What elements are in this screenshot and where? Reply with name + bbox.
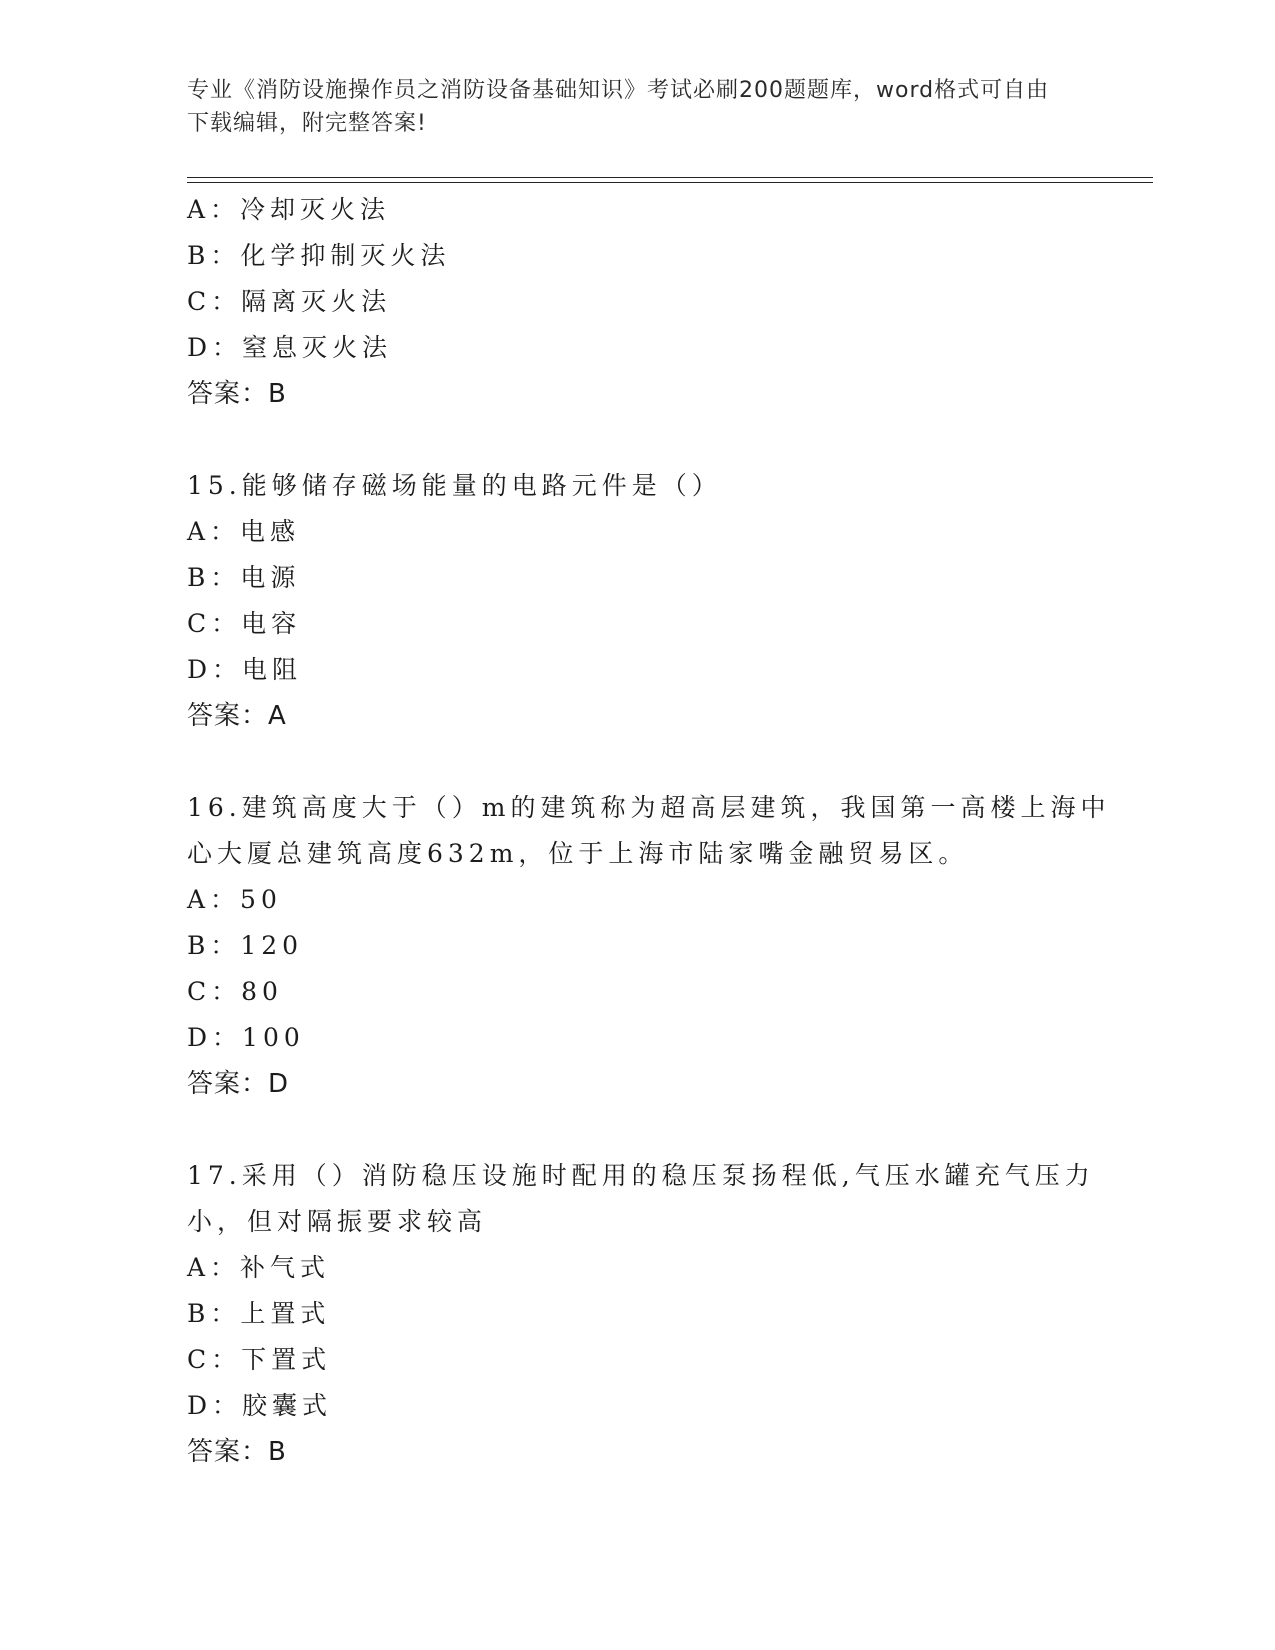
document-header: 专业《消防设施操作员之消防设备基础知识》考试必刷200题题库，word格式可自由下载编辑，附完整答案! bbox=[187, 78, 1050, 136]
q14-option-b: B：化学抑制灭火法 bbox=[187, 241, 451, 270]
q16-option-a: A：50 bbox=[187, 885, 282, 914]
q16-answer: 答案：D bbox=[187, 1069, 290, 1099]
q16-stem-line-1: 16.建筑高度大于（）m的建筑称为超高层建筑，我国第一高楼上海中 bbox=[187, 793, 1111, 822]
header-divider-bottom bbox=[187, 182, 1153, 183]
q15-option-d: D：电阻 bbox=[187, 655, 303, 684]
q14-option-d: D：窒息灭火法 bbox=[187, 333, 393, 362]
q15-option-a: A：电感 bbox=[187, 517, 301, 546]
q14-answer: 答案：B bbox=[187, 379, 287, 409]
q15-option-b: B：电源 bbox=[187, 563, 301, 592]
q15-answer: 答案：A bbox=[187, 701, 287, 731]
q16-stem-line-2: 心大厦总建筑高度632m，位于上海市陆家嘴金融贸易区。 bbox=[187, 839, 969, 868]
q17-option-c: C：下置式 bbox=[187, 1345, 332, 1374]
q15-option-c: C：电容 bbox=[187, 609, 302, 638]
q16-option-b: B：120 bbox=[187, 931, 304, 960]
q17-option-a: A：补气式 bbox=[187, 1253, 331, 1282]
q16-option-d: D：100 bbox=[187, 1023, 305, 1052]
header-divider-top bbox=[187, 177, 1153, 178]
q17-answer: 答案：B bbox=[187, 1437, 287, 1467]
q14-option-c: C：隔离灭火法 bbox=[187, 287, 392, 316]
q16-option-c: C：80 bbox=[187, 977, 283, 1006]
q17-option-d: D：胶囊式 bbox=[187, 1391, 333, 1420]
q14-option-a: A：冷却灭火法 bbox=[187, 195, 391, 224]
q17-stem-line-1: 17.采用（）消防稳压设施时配用的稳压泵扬程低,气压水罐充气压力 bbox=[187, 1161, 1095, 1190]
q17-stem-line-2: 小，但对隔振要求较高 bbox=[187, 1207, 488, 1236]
q17-option-b: B：上置式 bbox=[187, 1299, 331, 1328]
q15-stem: 15.能够储存磁场能量的电路元件是（） bbox=[187, 471, 722, 500]
